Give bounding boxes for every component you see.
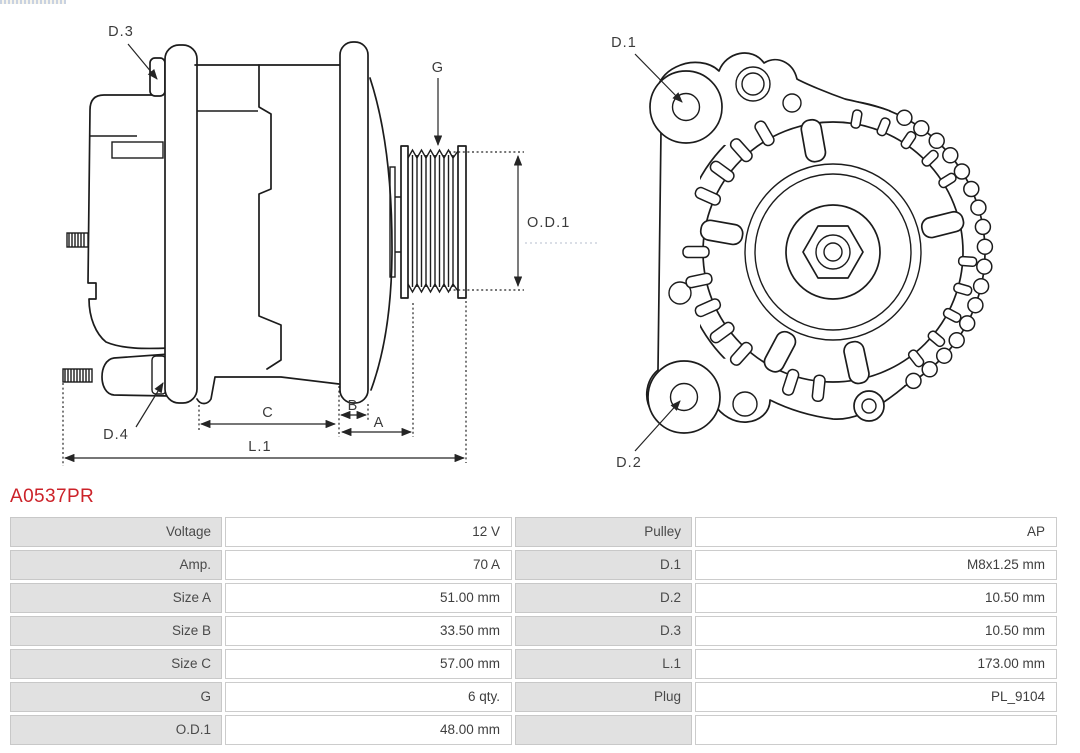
side-view-diagram: [63, 24, 600, 466]
spec-label-cell: Plug: [515, 682, 692, 712]
spec-value-cell: 10.50 mm: [695, 583, 1057, 613]
dim-label-g: G: [431, 60, 445, 76]
dim-label-a: A: [373, 415, 385, 431]
spec-value-cell: AP: [695, 517, 1057, 547]
spec-label-cell: D.3: [515, 616, 692, 646]
dim-label-d2: D.2: [616, 455, 642, 471]
table-row: [10, 715, 1057, 745]
dim-label-od1: O.D.1: [527, 215, 571, 231]
spec-label-cell: Size A: [10, 583, 222, 613]
spec-label-cell: Voltage: [10, 517, 222, 547]
dim-label-d3: D.3: [108, 24, 134, 40]
spec-table: [10, 517, 1057, 748]
dim-label-c: C: [262, 405, 274, 421]
spec-value-cell: 33.50 mm: [225, 616, 512, 646]
spec-value-cell: 51.00 mm: [225, 583, 512, 613]
front-view-diagram: [611, 35, 992, 471]
dim-label-l1: L.1: [248, 439, 272, 455]
spec-value-cell: [695, 715, 1057, 745]
spec-value-cell: 173.00 mm: [695, 649, 1057, 679]
spec-label-cell: G: [10, 682, 222, 712]
table-row: [10, 583, 1057, 613]
table-row: [10, 616, 1057, 646]
table-row: [10, 649, 1057, 679]
spec-value-cell: PL_9104: [695, 682, 1057, 712]
spec-value-cell: M8x1.25 mm: [695, 550, 1057, 580]
table-row: [10, 517, 1057, 547]
part-number: A0537PR: [10, 486, 95, 507]
table-row: [10, 550, 1057, 580]
spec-label-cell: O.D.1: [10, 715, 222, 745]
spec-label-cell: Amp.: [10, 550, 222, 580]
spec-label-cell: D.2: [515, 583, 692, 613]
spec-label-cell: [515, 715, 692, 745]
spec-label-cell: Size C: [10, 649, 222, 679]
spec-value-cell: 70 A: [225, 550, 512, 580]
spec-value-cell: 6 qty.: [225, 682, 512, 712]
spec-value-cell: 57.00 mm: [225, 649, 512, 679]
dim-label-d1: D.1: [611, 35, 637, 51]
spec-value-cell: 10.50 mm: [695, 616, 1057, 646]
spec-label-cell: Size B: [10, 616, 222, 646]
dim-label-d4: D.4: [103, 427, 129, 443]
spec-value-cell: 48.00 mm: [225, 715, 512, 745]
spec-label-cell: Pulley: [515, 517, 692, 547]
spec-value-cell: 12 V: [225, 517, 512, 547]
table-row: [10, 682, 1057, 712]
dim-label-b: B: [347, 398, 359, 414]
spec-label-cell: L.1: [515, 649, 692, 679]
spec-label-cell: D.1: [515, 550, 692, 580]
